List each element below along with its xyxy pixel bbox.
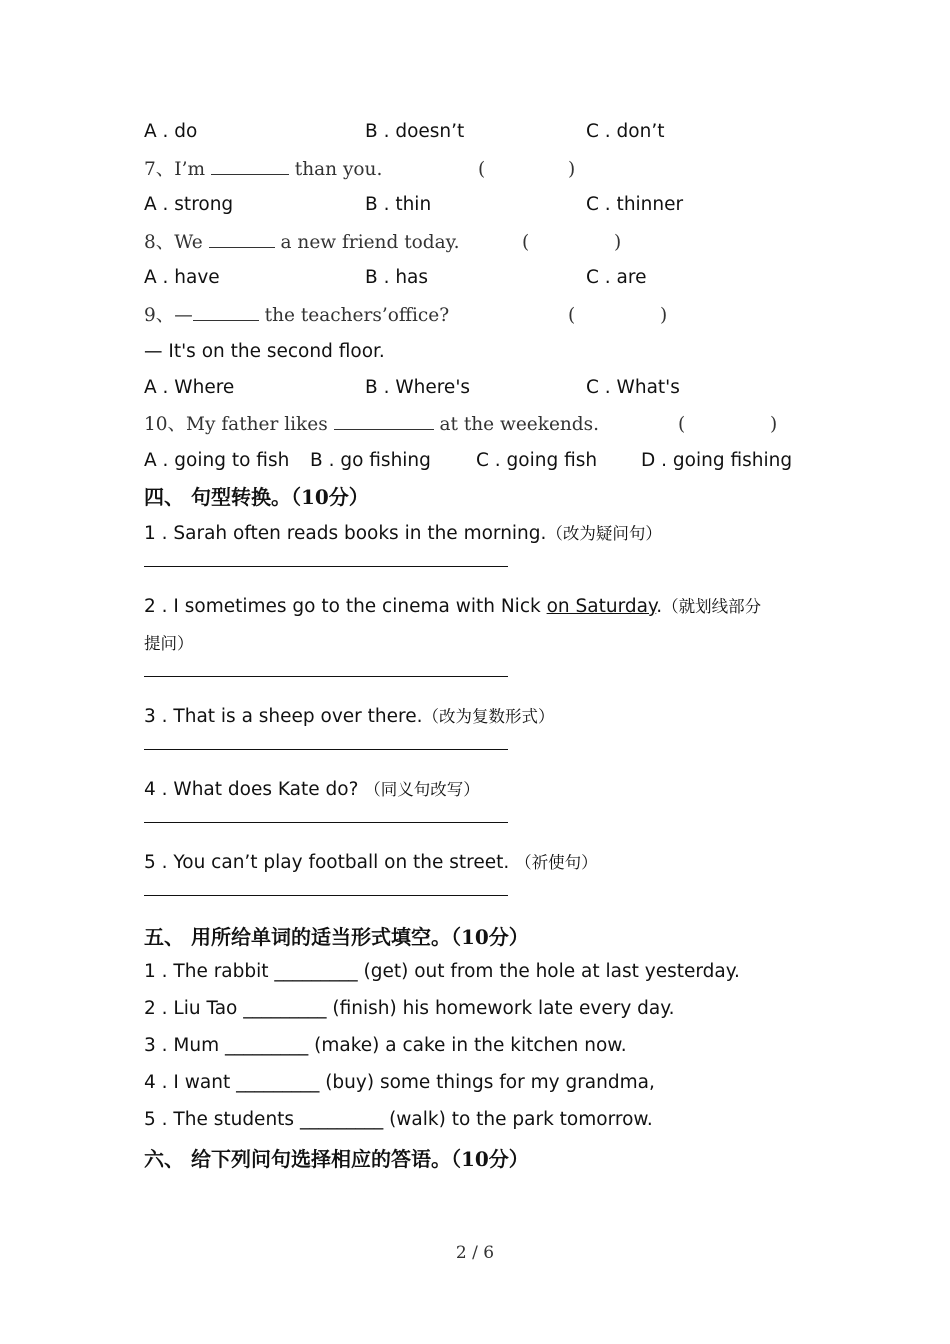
s4-item-4-note: （同义句改写） [364,780,480,799]
q10-prefix: 10、My father likes [144,414,328,435]
option-c: C . are [586,267,647,288]
s4-item-2-text: 2 . I sometimes go to the cinema with Nick [144,596,547,617]
section-4-heading: 四、 句型转换。（10分） [144,485,369,509]
s5-item-5: 5 . The students _________ (walk) to the park tomorrow. [144,1109,653,1130]
option-a: A . have [144,267,220,288]
question-8 [144,231,622,255]
s4-item-2-note: （就划线部分 [662,597,762,616]
s4-item-4-text: 4 . What does Kate do? [144,779,365,800]
q10-paren-close: ) [770,414,778,435]
section-5-heading: 五、 用所给单词的适当形式填空。（10分） [144,925,529,949]
s4-item-5-text: 5 . You can’t play football on the street. [144,852,516,873]
option-a: A . do [144,121,198,142]
option-b: B . Where's [365,377,471,398]
s5-item-3: 3 . Mum _________ (make) a cake in the kitchen now. [144,1035,627,1056]
s4-item-5-note: （祈使句） [515,853,598,872]
option-c: C . don’t [586,121,665,142]
s5-item-2: 2 . Liu Tao _________ (finish) his homework late every day. [144,998,675,1019]
answer-line-2[interactable] [144,676,508,677]
q8-prefix: 8、We [144,232,203,253]
q8-suffix: a new friend today. [280,232,460,253]
s4-item-2-underlined: on Saturday [546,596,657,617]
q9-paren-close: ) [660,305,668,326]
option-c: C . thinner [586,194,684,215]
q8-paren-open: ( [522,232,530,253]
s5-item-4: 4 . I want _________ (buy) some things for my grandma, [144,1072,655,1093]
page-number: 2 / 6 [455,1243,495,1263]
question-10 [144,413,778,437]
answer-line-1[interactable] [144,566,508,567]
q7-prefix: 7、I’m [144,159,206,180]
q7-suffix: than you. [294,159,383,180]
question-7 [144,158,576,182]
option-b: B . go fishing [310,450,431,471]
option-a: A . Where [144,377,235,398]
q7-paren-open: ( [478,159,486,180]
option-d: D . going fishing [641,450,793,471]
q8-paren-close: ) [614,232,622,253]
q10-suffix: at the weekends. [439,414,600,435]
option-b: B . has [365,267,429,288]
option-c: C . going fish [476,450,598,471]
section-6-heading: 六、 给下列问句选择相应的答语。（10分） [144,1147,529,1171]
answer-line-4[interactable] [144,822,508,823]
s4-item-2-period: . [656,596,663,617]
option-a: A . going to fish [144,450,290,471]
answer-line-5[interactable] [144,895,508,896]
q9-paren-open: ( [568,305,576,326]
q10-paren-open: ( [678,414,686,435]
q8-blank [209,247,275,248]
s4-item-2 [144,595,761,619]
question-9 [144,304,668,328]
q9-answer: — It's on the second floor. [144,341,385,362]
s5-item-1: 1 . The rabbit _________ (get) out from the hole at last yesterday. [144,961,740,982]
q7-paren-close: ) [568,159,576,180]
s4-item-1 [144,522,662,546]
option-c: C . What's [586,377,680,398]
q7-blank [211,174,289,175]
s4-item-3 [144,705,555,729]
s4-item-3-note: （改为复数形式） [422,707,555,726]
s4-item-1-text: 1 . Sarah often reads books in the morning. [144,523,547,544]
option-b: B . doesn’t [365,121,465,142]
q10-blank [334,429,434,430]
option-b: B . thin [365,194,432,215]
s4-item-4 [144,778,480,802]
option-a: A . strong [144,194,234,215]
answer-line-3[interactable] [144,749,508,750]
q9-suffix: the teachers’office? [264,305,450,326]
q9-blank [193,320,259,321]
s4-item-2-note-cont: 提问） [144,634,194,653]
s4-item-3-text: 3 . That is a sheep over there. [144,706,423,727]
s4-item-1-note: （改为疑问句） [546,524,662,543]
s4-item-5 [144,851,598,875]
q9-prefix: 9、— [144,305,193,326]
